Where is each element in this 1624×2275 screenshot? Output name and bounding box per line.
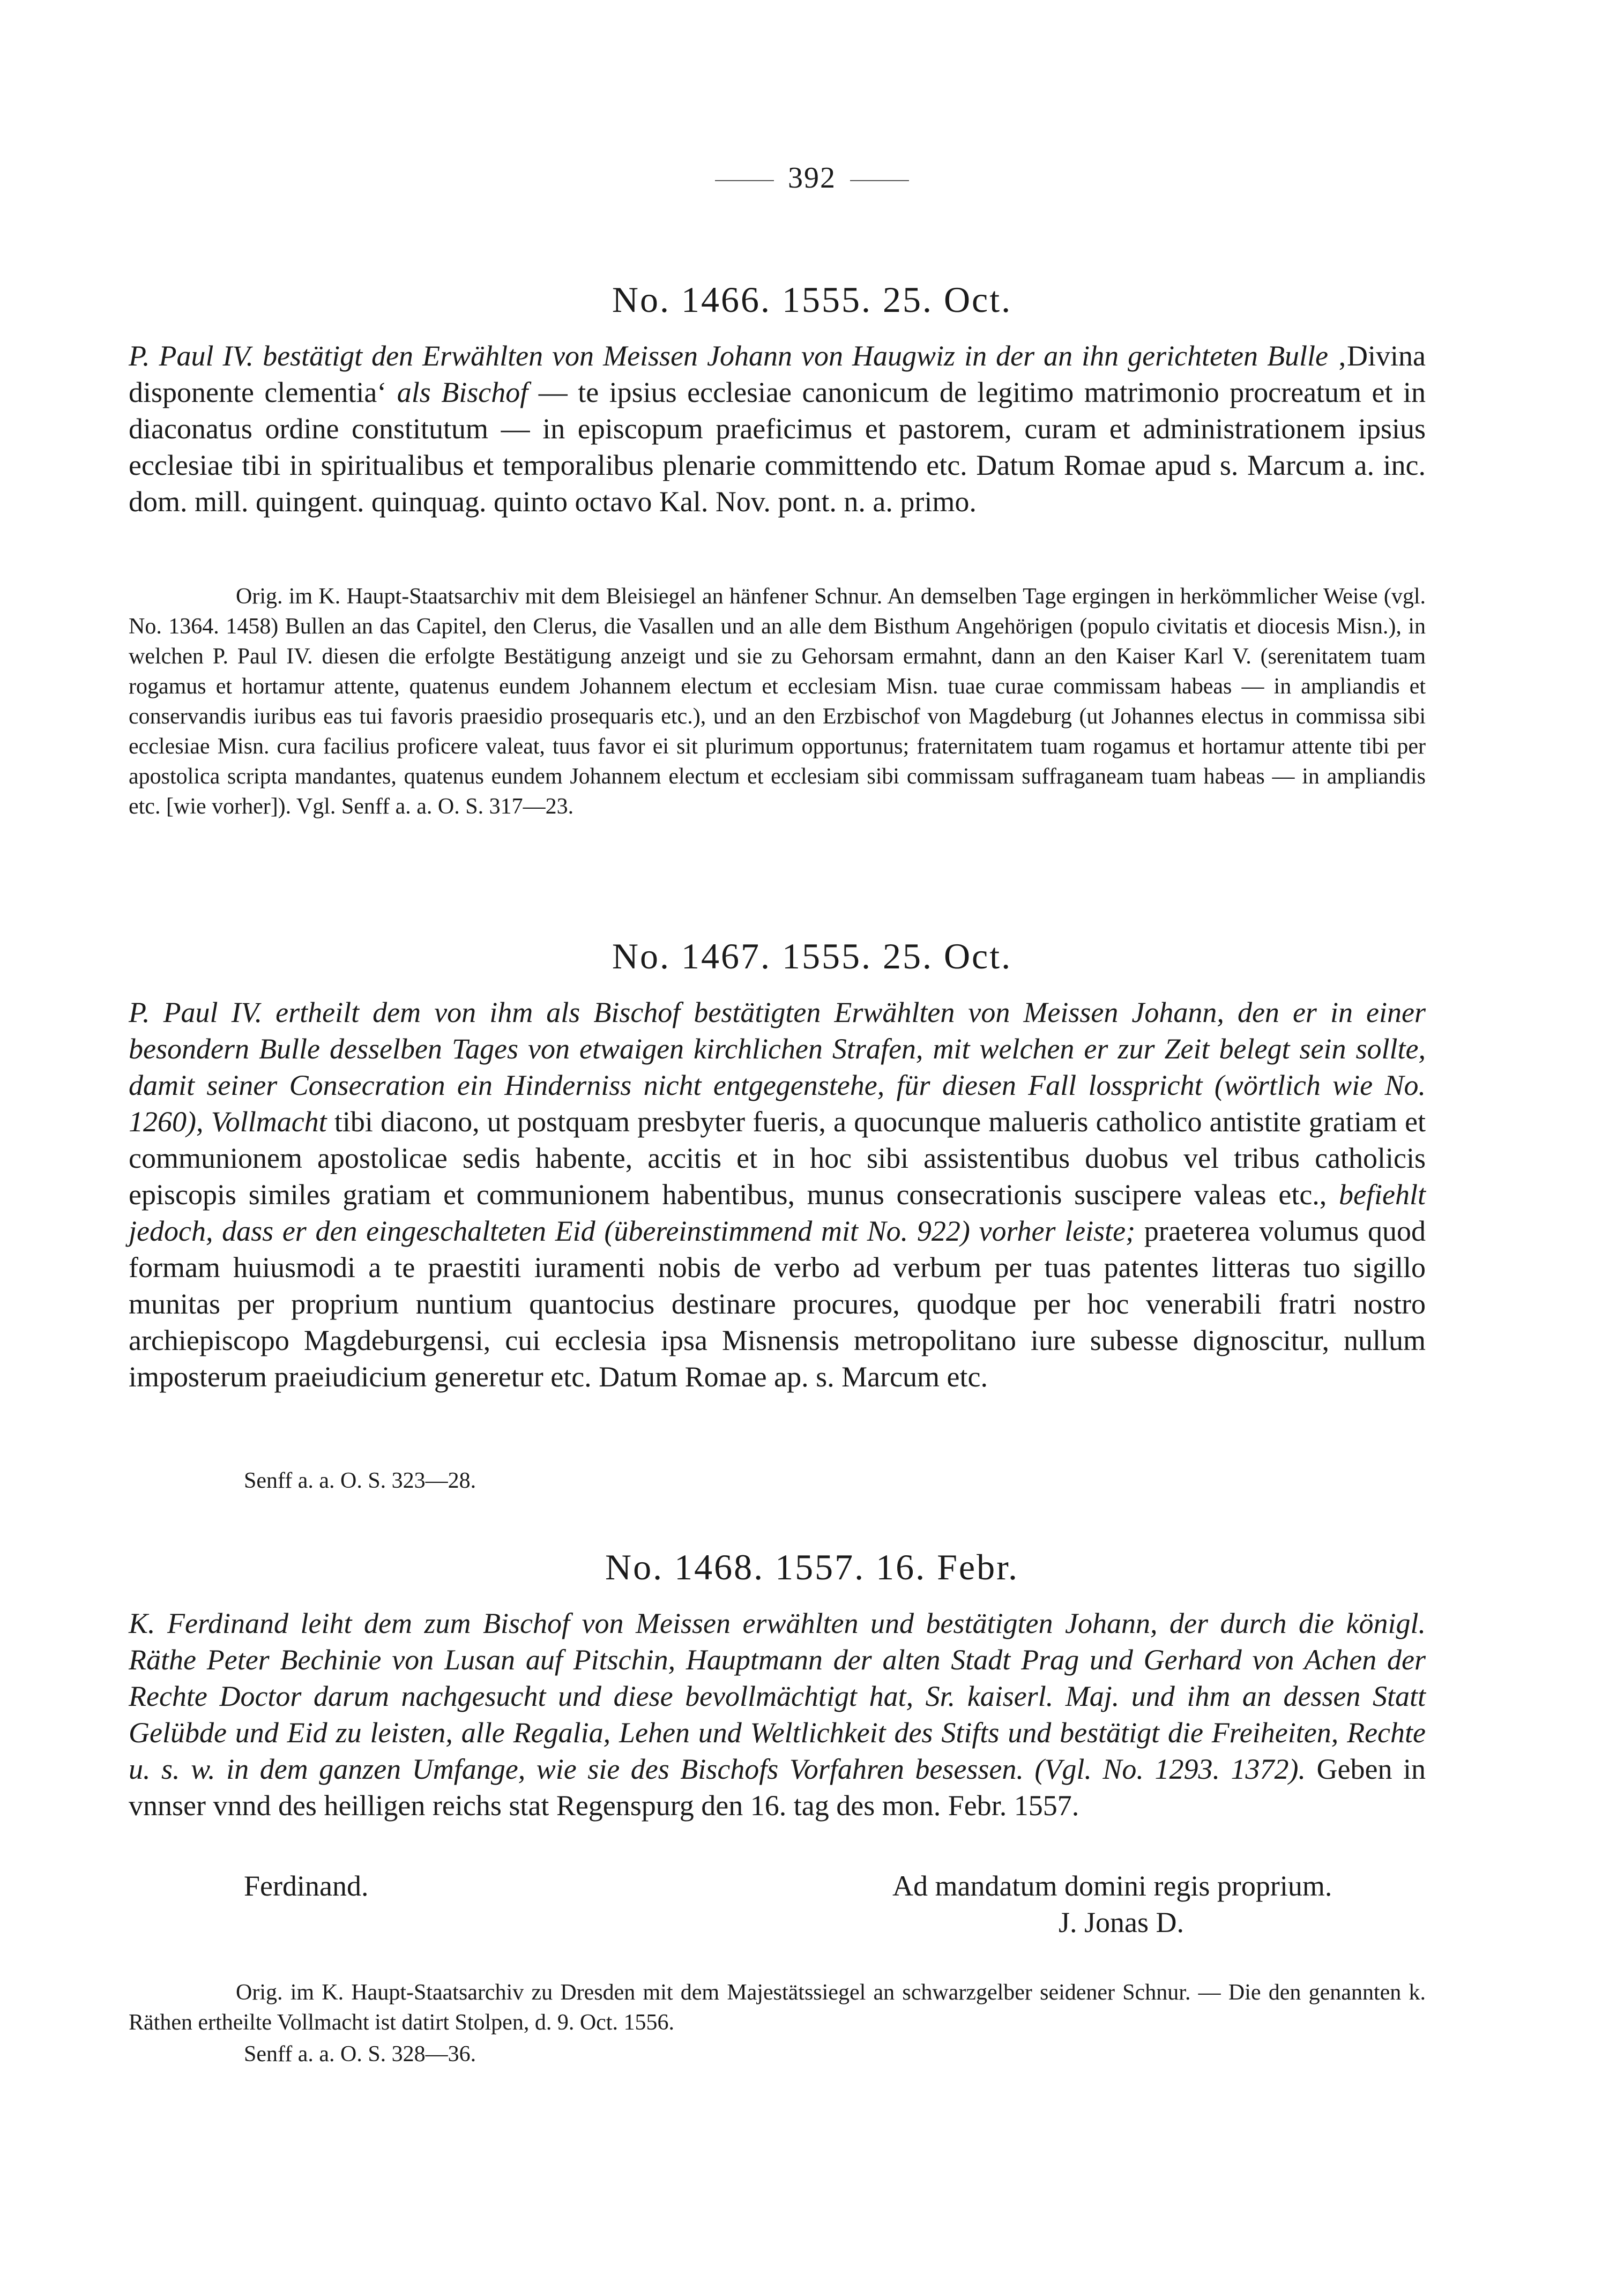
entry-1467-heading: No. 1467. 1555. 25. Oct.	[612, 936, 1012, 976]
entry-1466-bull-title: ‚Divina disponente clementia‘	[129, 340, 1426, 408]
page-number: 392	[788, 161, 836, 195]
signature-ferdinand: Ferdinand.	[244, 1870, 369, 1902]
page-number-rule-right	[850, 180, 909, 181]
entry-1468-heading: No. 1468. 1557. 16. Febr.	[605, 1547, 1019, 1587]
entry-1468-reference: Senff a. a. O. S. 328—36.	[244, 2042, 476, 2067]
entry-1466-note-text: Orig. im K. Haupt-Staatsarchiv mit dem Bleisiegel an hänfener Schnur. An demselben Tage ergingen in herkömmlicher Weise (vgl. No. 1364. 1458) Bullen an das Capitel, den Clerus, die Vasallen und an alle dem Bisthum Angehörigen (populo civitatis et diocesis Misn.), in welchen P. Paul IV. diesen die erfolgte Bestätigung anzeigt und sie zu Gehorsam ermahnt, dann an den Kaiser Karl V. (serenitatem tuam rogamus et hortamur attente, quatenus eundem Johannem electum et ecclesiam Misn. tuae curae commissam habeas — in ampliandis et conservandis iuribus eas tui favoris praesidio prosequaris etc.), und an den Erzbischof von Magdeburg (ut Johannes electus in commissa sibi ecclesiae Misn. cura facilius proficere valeat, tuus favor ei sit plurimum opportunus; fraternitatem tuam rogamus et hortamur attente tibi per apostolica scripta mandantes, quatenus eundem Johannem electum et ecclesiam sibi commissam suffraganeam tuam habeas — in ampliandis etc. [wie vorher]). Vgl. Senff a. a. O. S. 317—23.	[129, 584, 1426, 819]
entry-1466-regest	[129, 338, 1426, 520]
page-number-rule-left	[715, 180, 774, 181]
page-number-line	[0, 161, 1624, 195]
entry-1466-note	[129, 581, 1426, 822]
entry-1466-body: — te ipsius ecclesiae canonicum de legitimo matrimonio procreatum et in diaconatus ordine constitutum — in episcopum praeficimus et pastorem, curam et administrationem ipsius ecclesiae tibi in spiritualibus et temporalibus plenarie committendo etc. Datum Romae apud s. Marcum a. inc. dom. mill. quingent. quinquag. quinto octavo Kal. Nov. pont. n. a. primo.	[129, 376, 1426, 518]
entry-1467-reference: Senff a. a. O. S. 323—28.	[244, 1468, 476, 1493]
entry-1466-heading: No. 1466. 1555. 25. Oct.	[612, 279, 1012, 320]
entry-1467-intro: P. Paul IV. ertheilt dem von ihm als Bischof bestätigten Erwählten von Meissen Johann, den er in einer besondern Bulle desselben Tages von etwaigen kirchlichen Strafen, mit welchen er zur Zeit belegt sein sollte, damit seiner Consecration ein Hinderniss nicht entgegenstehe, für diesen Fall losspricht (wörtlich wie No. 1260), Vollmacht	[129, 996, 1426, 1138]
entry-1468-intro: K. Ferdinand leiht dem zum Bischof von Meissen erwählten und bestätigten Johann, der durch die königl. Räthe Peter Bechinie von Lusan auf Pitschin, Hauptmann der alten Stadt Prag und Gerhard von Achen der Rechte Doctor darum nachgesucht und diese bevollmächtigt hat, Sr. kaiserl. Maj. und ihm an dessen Statt Gelübde und Eid zu leisten, alle Regalia, Lehen und Weltlichkeit des Stifts und bestätigt die Freiheiten, Rechte u. s. w. in dem ganzen Umfange, wie sie des Bischofs Vorfahren besessen. (Vgl. No. 1293. 1372).	[129, 1607, 1426, 1785]
entry-1466-intro: P. Paul IV. bestätigt den Erwählten von Meissen Johann von Haugwiz in der an ihn gerichteten Bulle	[129, 340, 1329, 372]
entry-1467-body-b: praeterea volumus quod formam huiusmodi a te praestiti iuramenti nobis de verbo ad verbum per tuas patentes litteras tuo sigillo munitas per proprium nuntium quantocius destinare procures, quodque per hoc venerabili fratri nostro archiepiscopo Magdeburgensi, cui ecclesia ipsa Misnensis metropolitano iure subesse dignoscitur, nullum imposterum praeiudicium generetur etc. Datum Romae ap. s. Marcum etc.	[129, 1215, 1426, 1393]
entry-1467-body-a: tibi diacono, ut postquam presbyter fueris, a quocunque malueris catholico antistite gratiam et communionem apostolicae sedis habente, accitis et in hoc sibi assistentibus duobus vel tribus catholicis episcopis similes gratiam et communionem habentibus, munus consecrationis suscipere valeas etc.,	[129, 1106, 1426, 1211]
entry-1468-regest	[129, 1605, 1426, 1824]
entry-1468-note-text: Orig. im K. Haupt-Staatsarchiv zu Dresden mit dem Majestätssiegel an schwarzgelber seidener Schnur. — Die den genannten k. Räthen ertheilte Vollmacht ist datirt Stolpen, d. 9. Oct. 1556.	[129, 1980, 1426, 2035]
entry-1468-body: Geben in vnnser vnnd des heilligen reichs stat Regenspurg den 16. tag des mon. Febr. 1557.	[129, 1753, 1426, 1822]
entry-1466-as-bishop: als Bischof	[397, 376, 528, 408]
entry-1468-note	[129, 1978, 1426, 2038]
entry-1467-regest	[129, 994, 1426, 1395]
signature-mandatum: Ad mandatum domini regis proprium.	[892, 1870, 1332, 1902]
entry-1467-mid: befiehlt jedoch, dass er den eingeschalteten Eid (übereinstimmend mit No. 922) vorher leiste;	[129, 1178, 1426, 1247]
signature-jonas: J. Jonas D.	[1059, 1906, 1185, 1938]
